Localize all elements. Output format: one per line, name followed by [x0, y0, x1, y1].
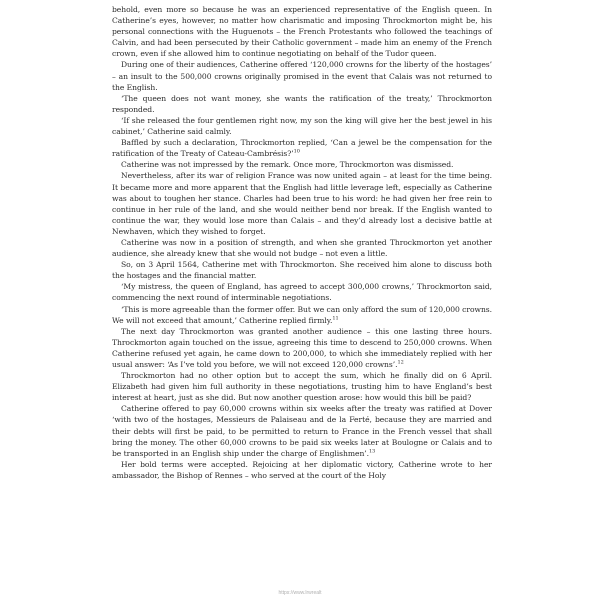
- paragraph: So, on 3 April 1564, Catherine met with Throckmorton. She received him alone to discuss both the hostages and the financial matter.: [112, 260, 492, 281]
- footnote-ref: 10: [293, 148, 300, 155]
- footnote-ref: 13: [369, 448, 376, 455]
- paragraph: Catherine was now in a position of strength, and when she granted Throckmorton yet another audience, she already knew that she would not budge – not even a little.: [112, 237, 492, 259]
- paragraph: During one of their audiences, Catherine offered ‘120,000 crowns for the liberty of the hostages’ – an insult to the 500,000 crowns originally promised in the event that Calais was not returned to the English.: [112, 60, 492, 92]
- watermark: https://www.lrwrealt: [278, 590, 322, 596]
- paragraph: Catherine was not impressed by the remark. Once more, Throckmorton was dismissed.: [121, 160, 454, 170]
- paragraph: Baffled by such a declaration, Throckmorton replied, ‘Can a jewel be the compensation for the ratification of the Treaty of Cateau-Cambrésis?’$^{10}$: [112, 138, 492, 159]
- paragraph: ‘The queen does not want money, she wants the ratification of the treaty,’ Throckmorton responded.: [112, 93, 492, 114]
- footnote-ref: 12: [397, 359, 404, 366]
- paragraph: The next day Throckmorton was granted another audience – this one lasting three hours. Throckmorton again touched on the issue, agreeing this time to descend to 250,000 crowns. When Catherine refused yet again, he came down to 200,000, to which she immediately replied with her usual answer: ‘As I’ve told you before, we will not exceed 120,000 crowns’.$^{12}$: [112, 326, 492, 369]
- footnote-ref: 11: [332, 315, 339, 322]
- paragraph: Nevertheless, after its war of religion France was now united again – at least for the time being. It became more and more apparent that the English had little leverage left, especially as Catherine was about to toughen her stance. Charles had been true to his word: he had given her free rein to continue in her rule of the land, and she would neither bend nor break. If the English wanted to continue the war, they would lose more than Calais – and they’d already lost a decisive battle at Newhaven, which they wished to forget.: [112, 171, 492, 236]
- paragraph: Catherine offered to pay 60,000 crowns within six weeks after the treaty was ratified at Dover ‘with two of the hostages, Messieurs de Palaiseau and de la Ferté, because they are married and their debts will first be paid, to be permitted to return to France in the French vessel that shall bring the money. The other 60,000 crowns to be paid six weeks later at Boulogne or Calais and to be transported in an English ship under the charge of Englishmen’.$^{13}$: [112, 404, 492, 458]
- paragraph: behold, even more so because he was an experienced representative of the English queen. In Catherine’s eyes, however, no matter how charismatic and imposing Throckmorton might be, his personal connections with the Huguenots – the French Protestants who followed the teachings of Calvin, and had been persecuted by their Catholic government – made him an enemy of the French crown, even if she allowed him to continue negotiating on behalf of the Tudor queen.: [112, 5, 492, 59]
- paragraph: ‘If she released the four gentlemen right now, my son the king will give her the best jewel in his cabinet,’ Catherine said calmly.: [112, 115, 492, 137]
- paragraph: ‘My mistress, the queen of England, has agreed to accept 300,000 crowns,’ Throckmorton said, commencing the next round of interminable negotiations.: [112, 282, 492, 303]
- paragraph: Her bold terms were accepted. Rejoicing at her diplomatic victory, Catherine wrote to her ambassador, the Bishop of Rennes – who served at the court of the Holy: [112, 459, 492, 480]
- paragraph: ‘This is more agreeable than the former offer. But we can only afford the sum of 120,000 crowns. We will not exceed that amount,’ Catherine replied firmly.$^{11}$: [112, 304, 492, 325]
- paragraph: Throckmorton had no other option but to accept the sum, which he finally did on 6 April. Elizabeth had given him full authority in these negotiations, trusting him to have England’s best interest at heart, just as she did. But now another question arose: how would this bill be paid?: [112, 371, 492, 403]
